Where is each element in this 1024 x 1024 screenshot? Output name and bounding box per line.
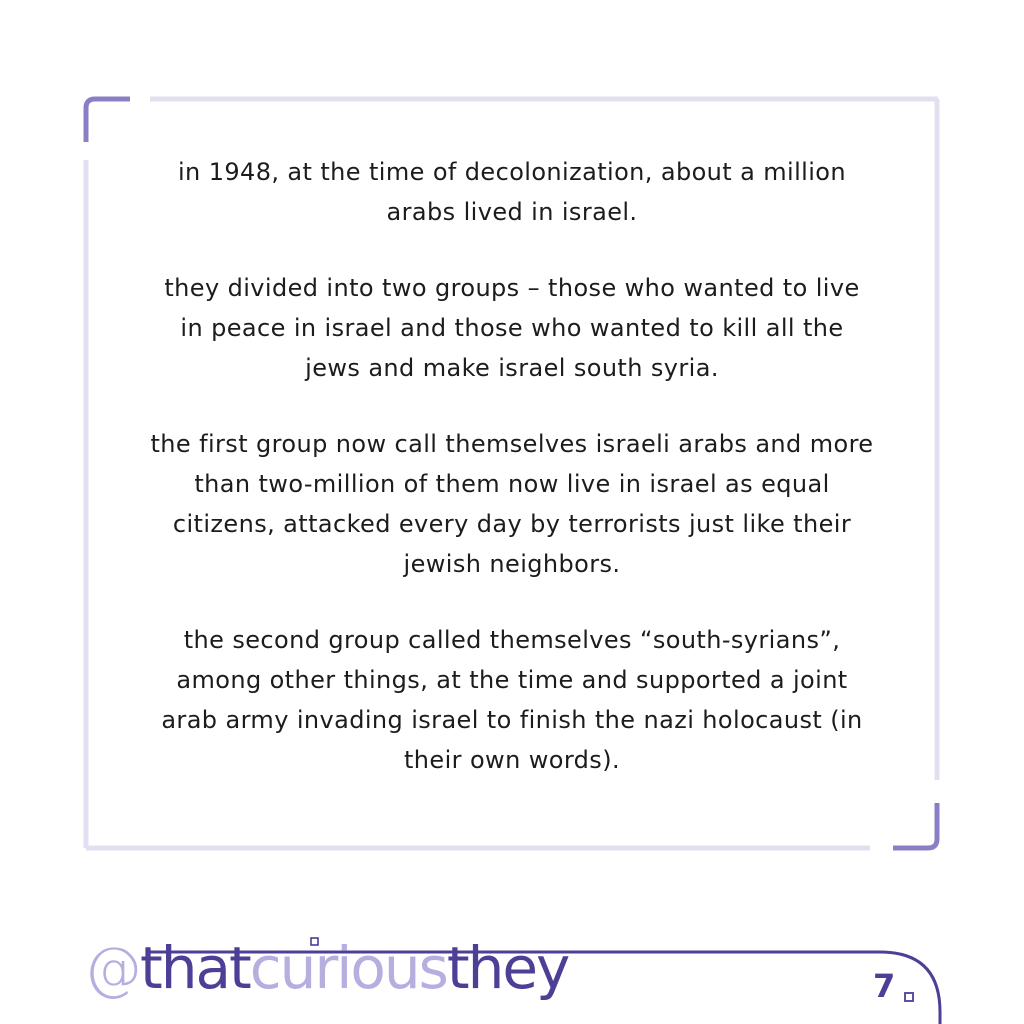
handle-at-sign: @ [84, 934, 140, 1002]
paragraph-1: in 1948, at the time of decolonization, about a million arabs lived in israel. [177, 158, 847, 226]
handle-word-that: that [140, 934, 250, 1002]
paragraph-3: the first group now call themselves israeli arabs and more than two-million of them now live in israel as equal citizens, attacked every day by terrorists just like their jewish neighbors. [150, 430, 874, 578]
account-handle [84, 918, 569, 1018]
bottom-right-corner [893, 803, 937, 848]
top-left-corner [86, 99, 130, 142]
page-dot-square [905, 993, 913, 1001]
handle-word-curious: curious [249, 934, 447, 1002]
page-number: 7 [873, 967, 896, 1005]
main-text [150, 152, 874, 816]
paragraph-4: the second group called themselves “south-syrians”, among other things, at the time and supported a joint arab army invading israel to finish the nazi holocaust (in their own words). [161, 626, 863, 774]
paragraph-2: they divided into two groups – those who wanted to live in peace in israel and those who wanted to kill all the jews and make israel south syria. [164, 274, 860, 382]
handle-word-they: they [446, 934, 569, 1002]
